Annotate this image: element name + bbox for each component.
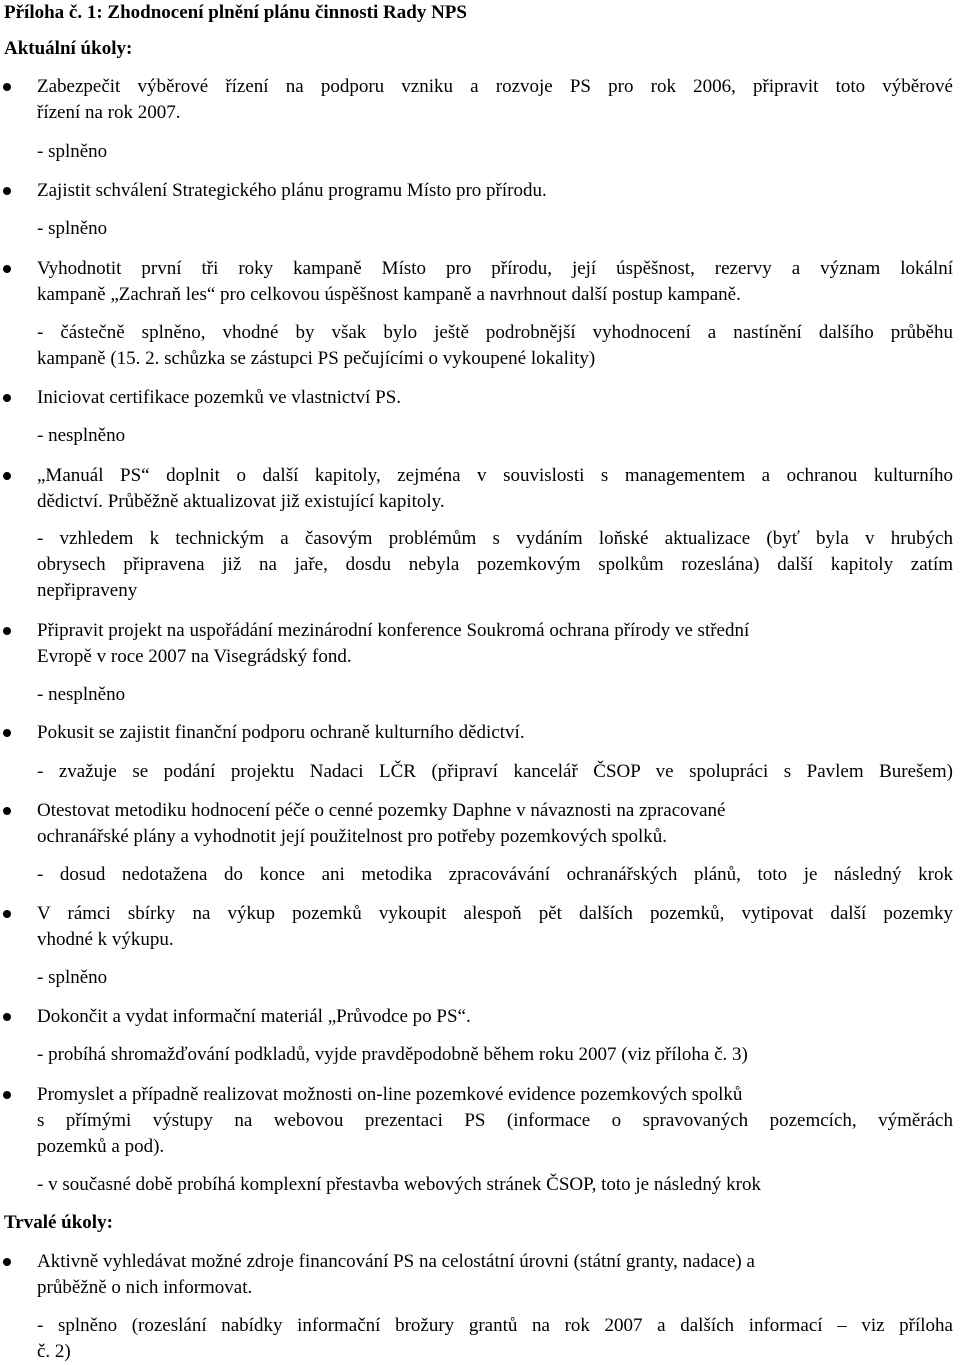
task-line: Evropě v roce 2007 na Visegrádský fond. xyxy=(37,646,352,667)
task-line: Vyhodnotit první tři roky kampaně Místo pro přírodu, její úspěšnost, rezervy a význam lokální xyxy=(37,258,953,279)
bullet-icon xyxy=(3,265,11,273)
status-line: - splněno xyxy=(37,141,108,162)
bullet-icon xyxy=(3,1258,11,1266)
task-line: Připravit projekt na uspořádání mezinárodní konference Soukromá ochrana přírody ve střední xyxy=(37,620,750,641)
bullet-icon xyxy=(3,729,11,737)
task-line: s přímými výstupy na webovou prezentaci PS (informace o spravovaných pozemcích, výměrách xyxy=(37,1110,953,1131)
task-line: řízení na rok 2007. xyxy=(37,102,181,123)
status-line: obrysech připravena již na jaře, dosdu nebyla pozemkovým spolkům rozeslána) další kapitoly zatím xyxy=(37,554,953,575)
status-line: - nesplněno xyxy=(37,684,126,705)
status-line: - splněno xyxy=(37,218,108,239)
section-heading-current: Aktuální úkoly: xyxy=(4,38,133,59)
status-line: - splněno xyxy=(37,967,108,988)
task-line: V rámci sbírky na výkup pozemků vykoupit alespoň pět dalších pozemků, vytipovat další pozemky xyxy=(37,903,953,924)
status-line: - vzhledem k technickým a časovým problémům s vydáním loňské aktualizace (byť byla v hrubých xyxy=(37,528,953,549)
task-line: Dokončit a vydat informační materiál „Průvodce po PS“. xyxy=(37,1006,471,1027)
task-line: průběžně o nich informovat. xyxy=(37,1277,253,1298)
task-line: Promyslet a případně realizovat možnosti on-line pozemkové evidence pozemkových spolků xyxy=(37,1084,743,1105)
task-line: Iniciovat certifikace pozemků ve vlastnictví PS. xyxy=(37,387,402,408)
status-line: - probíhá shromažďování podkladů, vyjde pravděpodobně během roku 2007 (viz příloha č. 3) xyxy=(37,1044,748,1065)
bullet-icon xyxy=(3,1013,11,1021)
bullet-icon xyxy=(3,1091,11,1099)
status-line: č. 2) xyxy=(37,1341,71,1362)
task-line: dědictví. Průběžně aktualizovat již existující kapitoly. xyxy=(37,491,445,512)
bullet-icon xyxy=(3,187,11,195)
bullet-icon xyxy=(3,83,11,91)
status-line: kampaně (15. 2. schůzka se zástupci PS pečujícími o vykoupené lokality) xyxy=(37,348,596,369)
document-title: Příloha č. 1: Zhodnocení plnění plánu činnosti Rady NPS xyxy=(4,2,467,23)
section-heading-permanent: Trvalé úkoly: xyxy=(4,1212,113,1233)
task-line: ochranářské plány a vyhodnotit její použitelnost pro potřeby pozemkových spolků. xyxy=(37,826,668,847)
status-line: - zvažuje se podání projektu Nadaci LČR (připraví kancelář ČSOP ve spolupráci s Pavlem Burešem) xyxy=(37,761,953,782)
status-line: - splněno (rozeslání nabídky informační brožury grantů na rok 2007 a dalších informací – viz příloha xyxy=(37,1315,953,1336)
bullet-icon xyxy=(3,394,11,402)
bullet-icon xyxy=(3,910,11,918)
task-line: Zajistit schválení Strategického plánu programu Místo pro přírodu. xyxy=(37,180,547,201)
bullet-icon xyxy=(3,627,11,635)
bullet-icon xyxy=(3,807,11,815)
task-line: Aktivně vyhledávat možné zdroje financování PS na celostátní úrovni (státní granty, nadace) a xyxy=(37,1251,755,1272)
status-line: - nesplněno xyxy=(37,425,126,446)
task-line: Pokusit se zajistit finanční podporu ochraně kulturního dědictví. xyxy=(37,722,525,743)
bullet-icon xyxy=(3,472,11,480)
task-line: Otestovat metodiku hodnocení péče o cenné pozemky Daphne v návaznosti na zpracované xyxy=(37,800,726,821)
task-line: Zabezpečit výběrové řízení na podporu vzniku a rozvoje PS pro rok 2006, připravit toto výběrové xyxy=(37,76,953,97)
task-line: vhodné k výkupu. xyxy=(37,929,174,950)
task-line: pozemků a pod). xyxy=(37,1136,165,1157)
status-line: - dosud nedotažena do konce ani metodika zpracovávání ochranářských plánů, toto je následný krok xyxy=(37,864,953,885)
status-line: - částečně splněno, vhodné by však bylo ještě podrobnější vyhodnocení a nastínění dalšího průběhu xyxy=(37,322,953,343)
status-line: - v současné době probíhá komplexní přestavba webových stránek ČSOP, toto je následný krok xyxy=(37,1174,761,1195)
task-line: kampaně „Zachraň les“ pro celkovou úspěšnost kampaně a navrhnout další postup kampaně. xyxy=(37,284,741,305)
task-line: „Manuál PS“ doplnit o další kapitoly, zejména v souvislosti s managementem a ochranou kulturního xyxy=(37,465,953,486)
status-line: nepřipraveny xyxy=(37,580,138,601)
